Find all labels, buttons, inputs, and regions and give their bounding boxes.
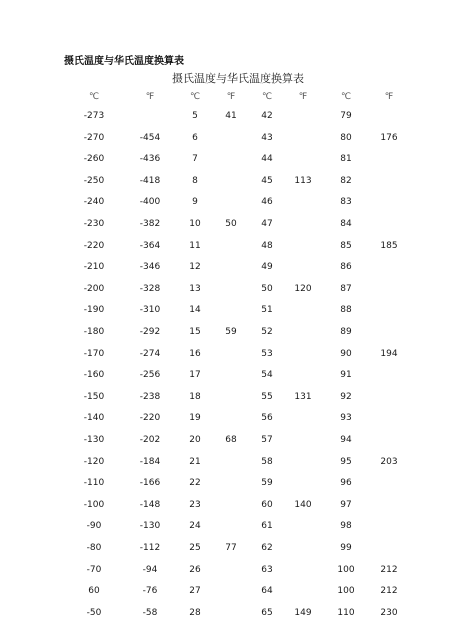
table-cell: 58 [261,456,273,467]
table-cell: -220 [83,240,105,251]
table-cell: 27 [189,586,201,597]
table-cell: 19 [189,413,201,424]
document-heading: 摄氏温度与华氏温度换算表 [64,56,184,67]
table-cell: -130 [139,521,161,532]
table-row [0,477,476,491]
table-cell: 21 [189,456,201,467]
table-cell: 94 [340,435,352,445]
table-cell: 55 [261,391,273,402]
table-cell: 5 [192,111,198,121]
table-cell: 23 [189,499,201,510]
table-cell: 88 [340,305,352,316]
table-cell: 43 [261,132,273,143]
table-cell: -260 [83,154,105,165]
table-cell: 9 [192,197,198,208]
table-cell: 97 [340,499,352,510]
table-cell: 149 [294,607,312,618]
table-cell: -58 [142,607,158,618]
table-cell: 57 [261,435,273,445]
table-row [0,456,476,470]
table-cell: 44 [261,154,273,165]
table-cell: -210 [83,262,105,273]
table-cell: 95 [340,456,352,467]
table-cell: 50 [261,283,273,294]
table-cell: 91 [340,370,352,381]
table-cell: -310 [139,305,161,316]
table-cell: 59 [225,327,237,337]
table-row [0,304,476,318]
table-cell: 52 [261,327,273,337]
table-cell: -100 [83,499,105,510]
header-cell: ℃ [88,92,100,102]
table-cell: 63 [261,564,273,575]
table-cell: 7 [192,154,198,165]
table-cell: -50 [86,607,102,618]
table-cell: -130 [83,435,105,445]
table-cell: -250 [83,175,105,186]
table-cell: 65 [261,607,273,618]
table-row [0,585,476,599]
table-cell: -150 [83,391,105,402]
table-cell: 82 [340,175,352,186]
table-row [0,412,476,426]
table-cell: 203 [380,456,398,467]
table-cell: -238 [139,391,161,402]
table-cell: -70 [86,564,102,575]
table-cell: -346 [139,262,161,273]
table-cell: 26 [189,564,201,575]
table-cell: -364 [139,240,161,251]
table-row [0,434,476,448]
table-cell: 89 [340,327,352,337]
table-cell: 16 [189,348,201,359]
table-cell: 79 [340,111,352,121]
table-cell: 54 [261,370,273,381]
table-cell: -190 [83,305,105,316]
table-cell: 77 [225,543,237,553]
table-cell: 60 [88,586,100,597]
table-cell: 41 [225,111,237,121]
table-cell: 11 [189,240,201,251]
table-row [0,261,476,275]
table-cell: -76 [142,586,158,597]
table-cell: 49 [261,262,273,273]
table-row [0,240,476,254]
table-cell: -382 [139,219,161,229]
table-cell: -202 [139,435,161,445]
table-cell: -454 [139,132,161,143]
table-cell: 42 [261,111,273,121]
header-cell: ℉ [145,92,155,102]
table-row [0,520,476,534]
table-row [0,391,476,405]
table-cell: 47 [261,219,273,229]
table-cell: -180 [83,327,105,337]
table-cell: 212 [380,564,398,575]
table-cell: -140 [83,413,105,424]
table-cell: 86 [340,262,352,273]
table-cell: -166 [139,478,161,489]
table-cell: 45 [261,175,273,186]
table-cell: 100 [337,586,355,597]
table-cell: -328 [139,283,161,294]
table-cell: -80 [86,543,102,553]
table-cell: 64 [261,586,273,597]
table-row [0,196,476,210]
table-cell: 50 [225,219,237,229]
table-row [0,348,476,362]
table-row [0,369,476,383]
table-cell: -90 [86,521,102,532]
table-cell: -418 [139,175,161,186]
table-cell: 85 [340,240,352,251]
table-row [0,607,476,621]
table-cell: 96 [340,478,352,489]
table-cell: -170 [83,348,105,359]
table-cell: 83 [340,197,352,208]
table-cell: -292 [139,327,161,337]
header-cell: ℃ [261,92,273,102]
table-cell: 51 [261,305,273,316]
table-cell: -270 [83,132,105,143]
table-cell: 17 [189,370,201,381]
header-cell: ℃ [189,92,201,102]
table-cell: 61 [261,521,273,532]
table-cell: -240 [83,197,105,208]
table-cell: 87 [340,283,352,294]
table-row [0,110,476,124]
table-row [0,542,476,556]
table-cell: 99 [340,543,352,553]
table-cell: 90 [340,348,352,359]
table-cell: 98 [340,521,352,532]
table-cell: 110 [337,607,355,618]
table-header-row [0,91,476,105]
header-cell: ℉ [384,92,394,102]
table-cell: 13 [189,283,201,294]
table-title: 摄氏温度与华氏温度换算表 [172,72,304,85]
table-cell: 212 [380,586,398,597]
table-cell: 25 [189,543,201,553]
table-cell: 20 [189,435,201,445]
table-cell: 10 [189,219,201,229]
header-cell: ℉ [226,92,236,102]
table-cell: 81 [340,154,352,165]
table-cell: 59 [261,478,273,489]
table-cell: 12 [189,262,201,273]
table-cell: 60 [261,499,273,510]
table-row [0,175,476,189]
table-cell: -94 [142,564,158,575]
table-cell: 92 [340,391,352,402]
header-cell: ℃ [340,92,352,102]
table-cell: -436 [139,154,161,165]
table-cell: 185 [380,240,398,251]
table-cell: -112 [139,543,161,553]
table-cell: 15 [189,327,201,337]
table-cell: -256 [139,370,161,381]
table-cell: -160 [83,370,105,381]
table-cell: 6 [192,132,198,143]
table-cell: 28 [189,607,201,618]
table-row [0,218,476,232]
table-row [0,153,476,167]
table-cell: 140 [294,499,312,510]
table-cell: 120 [294,283,312,294]
table-row [0,499,476,513]
table-cell: 176 [380,132,398,143]
table-row [0,283,476,297]
table-cell: -273 [83,111,105,121]
table-cell: 230 [380,607,398,618]
table-cell: -184 [139,456,161,467]
table-cell: 56 [261,413,273,424]
table-cell: 53 [261,348,273,359]
table-cell: -220 [139,413,161,424]
table-cell: -120 [83,456,105,467]
table-cell: 84 [340,219,352,229]
header-cell: ℉ [298,92,308,102]
table-cell: 8 [192,175,198,186]
table-cell: 100 [337,564,355,575]
table-row [0,326,476,340]
table-cell: 131 [294,391,312,402]
table-cell: 62 [261,543,273,553]
table-row [0,132,476,146]
table-cell: 18 [189,391,201,402]
table-cell: 48 [261,240,273,251]
table-cell: 14 [189,305,201,316]
table-cell: 113 [294,175,312,186]
table-cell: -274 [139,348,161,359]
table-row [0,564,476,578]
table-cell: 80 [340,132,352,143]
table-cell: -110 [83,478,105,489]
table-cell: 194 [380,348,398,359]
table-cell: 93 [340,413,352,424]
table-cell: 22 [189,478,201,489]
table-cell: 68 [225,435,237,445]
table-cell: -148 [139,499,161,510]
table-cell: 24 [189,521,201,532]
table-cell: -200 [83,283,105,294]
table-cell: 46 [261,197,273,208]
table-cell: -400 [139,197,161,208]
table-cell: -230 [83,219,105,229]
